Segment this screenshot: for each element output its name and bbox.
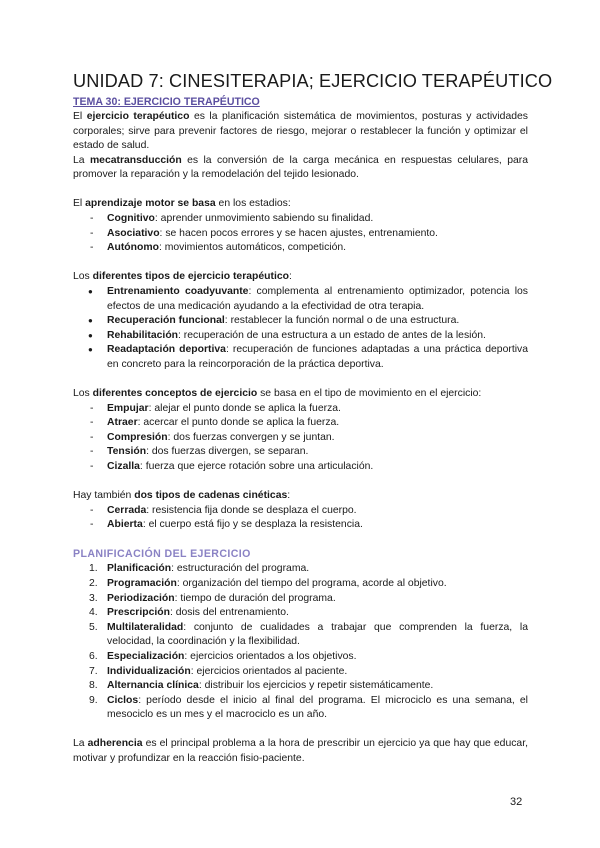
aprendizaje-intro: El aprendizaje motor se basa en los estadios: (73, 198, 291, 210)
list-item: ● Recuperación funcional: restablecer la función normal o de una estructura. (88, 315, 460, 327)
planificacion-list (73, 562, 528, 723)
tipos-intro: Los diferentes tipos de ejercicio terapéutico: (73, 271, 292, 283)
list-item: 9. Ciclos: período desde el inicio al final del programa. El microciclo es una semana, el mesociclo es un mes y el macrociclo es un año. (89, 694, 528, 721)
tema-heading: TEMA 30: EJERCICIO TERAPÉUTICO (73, 96, 260, 108)
list-item: - Compresión: dos fuerzas convergen y se juntan. (90, 431, 335, 443)
list-item: - Abierta: el cuerpo está fijo y se desplaza la resistencia. (90, 519, 363, 531)
list-item: - Cognitivo: aprender unmovimiento sabiendo su finalidad. (90, 213, 374, 225)
intro-paragraph-1: El ejercicio terapéutico es la planificación sistemática de movimientos, posturas y actividades corporales; sirve para prevenir factores de riesgo, mejorar o restablecer la función y optimizar el estado de salud. (73, 111, 528, 152)
list-item: 8. Alternancia clínica: distribuir los ejercicios y repetir sistemáticamente. (89, 680, 434, 692)
list-item: ● Rehabilitación: recuperación de una estructura a un estado de antes de la lesión. (88, 329, 486, 341)
cadenas-intro: Hay también dos tipos de cadenas cinéticas: (73, 490, 291, 502)
list-item: - Cizalla: fuerza que ejerce rotación sobre una articulación. (90, 460, 374, 472)
document-page (73, 70, 553, 767)
list-item: - Asociativo: se hacen pocos errores y se hacen ajustes, entrenamiento. (90, 227, 438, 239)
list-item: ● Readaptación deportiva: recuperación de funciones adaptadas a una práctica deportiva en concreto para la reincorporación de la práctica deportiva. (88, 344, 528, 370)
intro-paragraph-2: La mecatransducción es la conversión de la carga mecánica en respuestas celulares, para promover la reparación y la remodelación del tejido lesionado. (73, 154, 528, 181)
list-item: - Empujar: alejar el punto donde se aplica la fuerza. (90, 402, 341, 414)
list-item: - Tensión: dos fuerzas divergen, se separan. (90, 446, 309, 458)
conceptos-list (73, 402, 528, 475)
aprendizaje-list (73, 212, 528, 256)
list-item: 3. Periodización: tiempo de duración del programa. (89, 592, 336, 604)
list-item: 5. Multilateralidad: conjunto de cualidades a trabajar que comprenden la fuerza, la velocidad, la coordinación y la flexibilidad. (89, 621, 528, 648)
page-number: 32 (510, 796, 523, 808)
page-title: UNIDAD 7: CINESITERAPIA; EJERCICIO TERAPÉUTICO (73, 71, 553, 91)
conceptos-intro: Los diferentes conceptos de ejercicio se basa en el tipo de movimiento en el ejercicio: (73, 388, 482, 399)
list-item: - Atraer: acercar el punto donde se aplica la fuerza. (90, 417, 340, 429)
list-item: - Autónomo: movimientos automáticos, competición. (90, 242, 347, 254)
list-item: 7. Individualización: ejercicios orientados al paciente. (89, 665, 348, 677)
list-item: 1. Planificación: estructuración del programa. (89, 563, 310, 575)
planificacion-heading: PLANIFICACIÓN DEL EJERCICIO (73, 548, 251, 561)
list-item: - Cerrada: resistencia fija donde se desplaza el cuerpo. (90, 504, 357, 516)
list-item: 6. Especialización: ejercicios orientados a los objetivos. (89, 650, 357, 662)
cadenas-list (73, 504, 528, 533)
adherencia-paragraph: La adherencia es el principal problema a la hora de prescribir un ejercicio ya que hay que educar, motivar y profundizar en la reacción fisio-paciente. (73, 738, 528, 764)
list-item: 2. Programación: organización del tiempo del programa, acorde al objetivo. (89, 577, 447, 589)
list-item: ● Entrenamiento coadyuvante: complementa al entrenamiento optimizador, potencia los efectos de una medicación ayudando a la efectividad de otra terapia. (88, 285, 529, 312)
tipos-list (73, 285, 528, 373)
list-item: 4. Prescripción: dosis del entrenamiento. (89, 607, 289, 619)
